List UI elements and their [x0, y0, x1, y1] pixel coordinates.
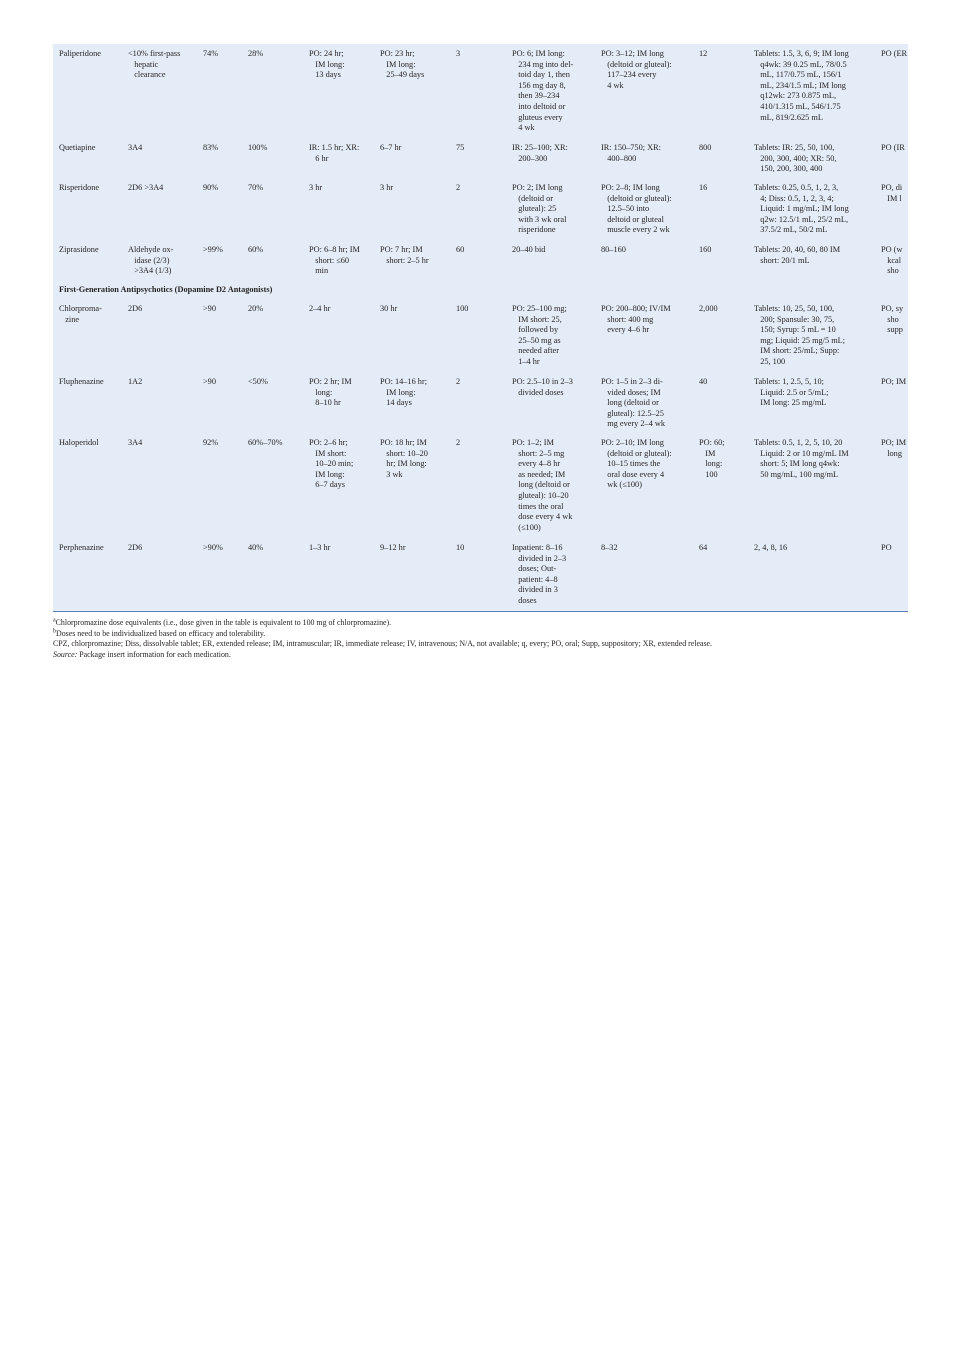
- cell-metabolism: <10% first-pass hepatic clearance: [128, 49, 181, 80]
- cell-dose-range: PO: 3–12; IM long (deltoid or gluteal): 117–234 every 4 wk: [601, 49, 672, 90]
- cell-max-dose: 160: [699, 245, 712, 254]
- cell-bioavailability: >90: [203, 304, 216, 313]
- cell-drug: Perphenazine: [59, 543, 104, 552]
- cell-starting-dose: PO: 6; IM long: 234 mg into del- toid day 1, then 156 mg day 8, then 39–234 into deltoid or gluteus every 4 wk: [512, 49, 574, 133]
- footnote-a-text: Chlorpromazine dose equivalents (i.e., dose given in the table is equivalent to 100 mg of chlorpromazine).: [55, 618, 392, 627]
- cell-max-dose: 12: [699, 49, 708, 58]
- table-footnotes: [53, 618, 913, 660]
- footnote-a-mark: a: [53, 617, 56, 624]
- cell-halflife: PO: 18 hr; IM short: 10–20 hr; IM long: 3 wk: [380, 438, 428, 479]
- cell-bioavailability: >90: [203, 377, 216, 386]
- cell-metabolism: 3A4: [128, 143, 143, 152]
- cell-routes: PO; IM long: [881, 438, 907, 458]
- cell-protein: 40%: [248, 543, 264, 552]
- cell-dose-range: IR: 150–750; XR: 400–800: [601, 143, 661, 163]
- cell-drug: Quetiapine: [59, 143, 96, 152]
- cell-formulations: 2, 4, 8, 16: [754, 543, 788, 552]
- cell-cpz-equivalent: 60: [456, 245, 465, 254]
- cell-drug: Paliperidone: [59, 49, 101, 58]
- cell-dose-range: PO: 200–800; IV/IM short: 400 mg every 4–6 hr: [601, 304, 671, 335]
- cell-cpz-equivalent: 10: [456, 543, 465, 552]
- cell-protein: 100%: [248, 143, 268, 152]
- cell-max-dose: 64: [699, 543, 708, 552]
- cell-drug: Haloperidol: [59, 438, 99, 447]
- source-note: [53, 650, 913, 661]
- cell-bioavailability: 90%: [203, 183, 219, 192]
- cell-starting-dose: IR: 25–100; XR: 200–300: [512, 143, 568, 163]
- cell-halflife: 3 hr: [380, 183, 394, 192]
- cell-tmax: IR: 1.5 hr; XR: 6 hr: [309, 143, 360, 163]
- cell-formulations: Tablets: 0.25, 0.5, 1, 2, 3, 4; Diss: 0.5, 1, 2, 3, 4; Liquid: 1 mg/mL; IM long q2w: 12.5/1 mL, 25/2 mL, 37.5/2 mL, 50/2 mL: [754, 183, 849, 235]
- source-text: Package insert information for each medication.: [77, 649, 231, 659]
- cell-dose-range: PO: 1–5 in 2–3 di- vided doses; IM long (deltoid or gluteal): 12.5–25 mg every 2–4 wk: [601, 377, 666, 429]
- footnote-a: [53, 618, 913, 629]
- cell-halflife: 30 hr: [380, 304, 398, 313]
- cell-cpz-equivalent: 2: [456, 377, 461, 386]
- cell-formulations: Tablets: 10, 25, 50, 100, 200; Spansule: 30, 75, 150; Syrup: 5 mL = 10 mg; Liquid: 25 mg/5 mL; IM short: 25/mL; Supp: 25, 100: [754, 304, 846, 366]
- cell-tmax: PO: 6–8 hr; IM short: ≤60 min: [309, 245, 360, 276]
- footnote-b-text: Doses need to be individualized based on efficacy and tolerability.: [56, 628, 266, 638]
- cell-routes: PO, sy sho supp: [881, 304, 904, 335]
- cell-metabolism: 2D6: [128, 304, 143, 313]
- cell-tmax: 1–3 hr: [309, 543, 331, 552]
- cell-metabolism: 2D6 >3A4: [128, 183, 164, 192]
- cell-protein: 70%: [248, 183, 264, 192]
- cell-halflife: 6–7 hr: [380, 143, 402, 152]
- cell-starting-dose: Inpatient: 8–16 divided in 2–3 doses; Out- patient: 4–8 divided in 3 doses: [512, 543, 567, 605]
- cell-cpz-equivalent: 2: [456, 438, 461, 447]
- cell-cpz-equivalent: 3: [456, 49, 461, 58]
- cell-dose-range: 80–160: [601, 245, 626, 254]
- cell-routes: PO, di IM l: [881, 183, 903, 203]
- cell-max-dose: 800: [699, 143, 712, 152]
- cell-max-dose: 16: [699, 183, 708, 192]
- cell-metabolism: 1A2: [128, 377, 143, 386]
- cell-protein: 20%: [248, 304, 264, 313]
- cell-protein: 60%–70%: [248, 438, 283, 447]
- cell-protein: <50%: [248, 377, 268, 386]
- cell-bioavailability: >99%: [203, 245, 223, 254]
- cell-routes: PO: [881, 543, 892, 552]
- cell-dose-range: PO: 2–8; IM long (deltoid or gluteal): 12.5–50 into deltoid or gluteal muscle every 2 wk: [601, 183, 672, 235]
- cell-drug: Chlorproma- zine: [59, 304, 102, 324]
- cell-halflife: 9–12 hr: [380, 543, 406, 552]
- cell-halflife: PO: 14–16 hr; IM long: 14 days: [380, 377, 428, 408]
- cell-routes: PO (ER: [881, 49, 908, 58]
- cell-protein: 60%: [248, 245, 264, 254]
- cell-starting-dose: PO: 25–100 mg; IM short: 25, followed by 25–50 mg as needed after 1–4 hr: [512, 304, 567, 366]
- cell-routes: PO (IR: [881, 143, 905, 152]
- section-header: First-Generation Antipsychotics (Dopamine D2 Antagonists): [59, 285, 273, 294]
- cell-cpz-equivalent: 100: [456, 304, 469, 313]
- drug-table: [53, 44, 908, 612]
- cell-starting-dose: 20–40 bid: [512, 245, 546, 254]
- cell-bioavailability: 92%: [203, 438, 219, 447]
- cell-tmax: 3 hr: [309, 183, 323, 192]
- cell-tmax: PO: 2 hr; IM long: 8–10 hr: [309, 377, 352, 408]
- footnote-b-mark: b: [53, 627, 56, 634]
- cell-starting-dose: PO: 2; IM long (deltoid or gluteal): 25 with 3 wk oral risperidone: [512, 183, 567, 235]
- abbreviations-note: CPZ, chlorpromazine; Diss, dissolvable tablet; ER, extended release; IM, intramuscular; IR, immediate release; IV, intravenous; N/A, not available; q, every; PO, oral; Supp, suppository; XR, extended release.: [53, 639, 712, 649]
- cell-bioavailability: >90%: [203, 543, 223, 552]
- cell-dose-range: 8–32: [601, 543, 618, 552]
- cell-drug: Ziprasidone: [59, 245, 99, 254]
- cell-tmax: PO: 2–6 hr; IM short: 10–20 min; IM long: 6–7 days: [309, 438, 354, 490]
- cell-tmax: 2–4 hr: [309, 304, 331, 313]
- cell-bioavailability: 74%: [203, 49, 219, 58]
- cell-drug: Fluphenazine: [59, 377, 104, 386]
- cell-formulations: Tablets: 20, 40, 60, 80 IM short: 20/1 mL: [754, 245, 841, 265]
- cell-routes: PO; IM: [881, 377, 907, 386]
- cell-formulations: Tablets: 1.5, 3, 6, 9; IM long q4wk: 39 0.25 mL, 78/0.5 mL, 117/0.75 mL, 156/1 mL, 234/1.5 mL; IM long q12wk: 273 0.875 mL, 410/1.315 mL, 546/1.75 mL, 819/2.625 mL: [754, 49, 849, 122]
- cell-halflife: PO: 23 hr; IM long: 25–49 days: [380, 49, 425, 80]
- cell-formulations: Tablets: 0.5, 1, 2, 5, 10, 20 Liquid: 2 or 10 mg/mL IM short: 5; IM long q4wk: 50 mg/mL, 100 mg/mL: [754, 438, 849, 479]
- cell-halflife: PO: 7 hr; IM short: 2–5 hr: [380, 245, 429, 265]
- cell-metabolism: Aldehyde ox- idase (2/3) >3A4 (1/3): [128, 245, 174, 276]
- cell-starting-dose: PO: 2.5–10 in 2–3 divided doses: [512, 377, 573, 397]
- cell-tmax: PO: 24 hr; IM long: 13 days: [309, 49, 345, 80]
- cell-metabolism: 2D6: [128, 543, 143, 552]
- cell-max-dose: PO: 60; IM long: 100: [699, 438, 725, 479]
- cell-max-dose: 2,000: [699, 304, 718, 313]
- cell-formulations: Tablets: IR: 25, 50, 100, 200, 300, 400; XR: 50, 150, 200, 300, 400: [754, 143, 837, 174]
- cell-cpz-equivalent: 2: [456, 183, 461, 192]
- cell-formulations: Tablets: 1, 2.5, 5, 10; Liquid: 2.5 or 5/mL; IM long: 25 mg/mL: [754, 377, 829, 408]
- cell-starting-dose: PO: 1–2; IM short: 2–5 mg every 4–8 hr as needed; IM long (deltoid or gluteal): 10–20 times the oral dose every 4 wk (≤100): [512, 438, 573, 532]
- cell-protein: 28%: [248, 49, 264, 58]
- cell-bioavailability: 83%: [203, 143, 219, 152]
- cell-drug: Risperidone: [59, 183, 100, 192]
- cell-cpz-equivalent: 75: [456, 143, 465, 152]
- footnote-b: [53, 629, 913, 640]
- cell-metabolism: 3A4: [128, 438, 143, 447]
- cell-dose-range: PO: 2–10; IM long (deltoid or gluteal): 10–15 times the oral dose every 4 wk (≤100): [601, 438, 672, 490]
- source-label: Source:: [53, 649, 78, 659]
- cell-routes: PO (w kcal sho: [881, 245, 903, 276]
- cell-max-dose: 40: [699, 377, 708, 386]
